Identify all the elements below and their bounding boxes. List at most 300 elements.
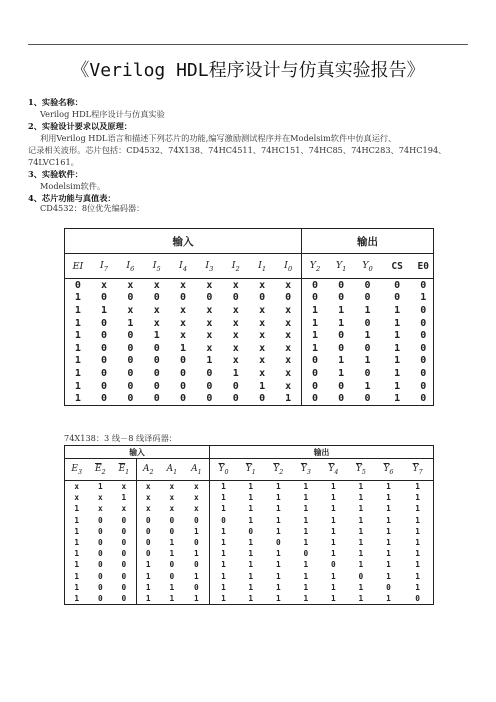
x138-output-header: 输出 [209,446,433,459]
table-row [65,481,434,493]
table-cell: 1 [248,582,254,592]
x138-col-a2: $A_2$ [136,459,160,481]
table-cell: 1 [338,304,345,316]
table-row [65,329,434,342]
table-cell: 1 [74,560,80,570]
table-cell: 1 [209,526,237,537]
table-cell: 1 [331,515,336,525]
table-cell: 1 [74,571,80,581]
table-cell: 0 [121,571,127,581]
x138-col-y7: $\overline{Y}_7$ [402,459,433,481]
table-cell: 1 [74,317,81,329]
table-cell: 1 [386,504,391,514]
table-cell: 1 [74,380,81,392]
table-cell: 0 [420,380,427,392]
table-cell: 1 [209,559,237,570]
table-cell: 1 [358,560,364,570]
table-cell: 0 [381,279,414,292]
table-cell: 0 [420,317,427,329]
table-cell: 1 [194,549,199,559]
table-cell: 0 [331,560,336,570]
x138-col-a1: $A_1$ [160,459,184,481]
table-cell: x [285,355,292,367]
table-cell: 0 [364,317,371,329]
table-cell: 1 [275,582,281,592]
table-cell: 1 [331,482,336,492]
table-cell: x [232,304,239,316]
table-cell: 1 [302,342,328,355]
table-cell: 1 [169,549,175,559]
table-cell: x [259,355,266,367]
section-1-text: Verilog HDL程序设计与仿真实验 [40,109,165,119]
table-cell: x [194,482,199,492]
cd4532-col-i7: $I_7$ [91,254,117,279]
table-cell: 0 [127,380,134,392]
table-row [65,571,434,582]
table-cell: x [259,342,266,354]
table-cell: 0 [153,342,160,354]
table-cell: 0 [180,380,187,392]
table-cell: 0 [414,279,434,292]
table-cell: 1 [415,526,420,536]
table-cell: 0 [97,582,103,592]
table-cell: 1 [275,593,281,603]
table-cell: 1 [331,504,336,514]
table-cell: 0 [127,342,134,354]
table-cell: 1 [386,549,391,559]
table-cell: 0 [101,342,108,354]
table-cell: 0 [302,355,328,368]
table-cell: x [153,317,160,329]
table-cell: 0 [180,292,187,304]
table-cell: 1 [74,304,81,316]
table-cell: x [232,355,239,367]
section-2-line-3: 74LVC161。 [28,157,79,167]
cd4532-col-y1: $Y_1$ [328,254,354,279]
table-cell: 1 [169,582,175,592]
table-cell: x [127,304,134,316]
cd4532-col-i0: $I_0$ [275,254,301,279]
table-cell: 1 [136,593,160,605]
table-cell: x [121,482,127,492]
section-3-text: Modelsim软件。 [40,181,106,191]
table-cell: x [91,279,117,292]
cd4532-col-i3: $I_3$ [196,254,222,279]
table-cell: 1 [358,593,364,603]
table-cell: x [170,279,196,292]
table-cell: 1 [394,330,401,342]
table-cell: 1 [364,355,371,367]
table-cell: 0 [101,393,108,405]
table-cell: 0 [169,515,175,525]
table-cell: 1 [303,482,309,492]
table-cell: 0 [97,515,103,525]
table-cell: 0 [180,367,187,379]
table-cell: 1 [248,493,254,503]
table-cell: x [206,317,213,329]
cd4532-input-header: 输入 [172,235,194,248]
table-cell: 1 [74,593,80,603]
table-cell: 1 [415,515,420,525]
table-cell: 0 [194,582,199,592]
table-row [65,355,434,368]
table-row [65,559,434,570]
cd4532-output-header: 输出 [302,229,434,254]
table-cell: 1 [386,593,391,603]
table-cell: 0 [121,593,127,603]
x138-col-e1: $\overline{E}_1$ [112,459,136,481]
table-cell: 1 [275,504,281,514]
table-cell: 1 [136,582,160,593]
table-cell: 0 [248,526,254,536]
table-row [65,503,434,514]
table-cell: 0 [364,393,371,405]
table-cell: 1 [420,292,427,304]
table-cell: 1 [74,504,80,514]
table-cell: 1 [386,482,391,492]
table-cell: 1 [394,393,401,405]
table-cell: x [194,493,199,503]
table-cell: 0 [153,393,160,405]
x138-col-y1: $\overline{Y}_1$ [237,459,265,481]
x138-col-y5: $\overline{Y}_5$ [347,459,375,481]
x138-col-y0: $\overline{Y}_0$ [209,459,237,481]
x138-col-y3: $\overline{Y}_3$ [292,459,320,481]
table-cell: x [223,279,249,292]
table-cell: 0 [338,393,345,405]
cd4532-column-labels [65,254,434,279]
table-cell: 1 [275,526,281,536]
table-cell: 1 [194,593,199,603]
table-row [65,304,434,317]
table-cell: 1 [331,526,336,536]
table-cell: 0 [101,330,108,342]
table-cell: 1 [415,549,420,559]
table-cell: 1 [169,538,175,548]
section-4-heading: 4、芯片功能与真值表： [28,193,116,203]
table-cell: 1 [127,317,134,329]
x138-column-labels [65,459,434,481]
table-cell: 0 [121,560,127,570]
table-cell: 0 [302,380,328,393]
table-cell: 0 [259,292,266,304]
table-cell: 1 [74,582,80,592]
table-cell: 1 [331,549,336,559]
table-cell: x [285,342,292,354]
table-cell: x [74,482,80,492]
x138-caption: 74X138：3 线－8 线译码器： [64,433,177,443]
table-cell: 1 [74,538,80,548]
table-cell: 1 [394,304,401,316]
table-row [65,548,434,559]
table-cell: 0 [364,292,371,304]
table-cell: 1 [248,549,254,559]
table-cell: 1 [275,560,281,570]
x138-col-y2: $\overline{Y}_2$ [265,459,293,481]
table-cell: 1 [248,571,254,581]
table-cell: x [275,279,301,292]
table-cell: 0 [303,549,309,559]
table-cell: 0 [136,515,160,526]
table-cell: 1 [303,493,309,503]
cd4532-col-ei: EI [65,254,91,279]
table-cell: 1 [248,560,254,570]
table-cell: 1 [302,304,328,317]
table-cell: 0 [420,393,427,405]
table-cell: 1 [415,571,420,581]
table-cell: x [121,504,127,514]
cd4532-col-i2: $I_2$ [223,254,249,279]
table-row [65,342,434,355]
table-cell: x [285,380,292,392]
table-cell: 0 [127,393,134,405]
x138-col-e3: $E_3$ [65,459,89,481]
table-cell: x [194,504,199,514]
table-cell: x [180,304,187,316]
section-1-heading: 1、实验名称： [28,97,83,107]
table-cell: 1 [194,571,199,581]
table-cell: 1 [415,482,420,492]
table-cell: x [136,492,160,503]
table-cell: 1 [302,329,328,342]
table-cell: 1 [248,482,254,492]
table-cell: 1 [209,571,237,582]
table-cell: x [180,317,187,329]
table-cell: 0 [302,279,328,292]
table-cell: x [136,481,160,493]
table-cell: 0 [169,571,175,581]
table-cell: 0 [169,560,175,570]
table-cell: 1 [74,342,81,354]
table-cell: 1 [248,504,254,514]
table-cell: x [74,493,80,503]
table-cell: 1 [394,355,401,367]
table-cell: 1 [97,482,103,492]
table-cell: 1 [180,342,187,354]
table-cell: x [206,330,213,342]
table-cell: 1 [358,504,364,514]
table-cell: 0 [153,292,160,304]
table-cell: 1 [209,548,237,559]
table-cell: 1 [358,515,364,525]
table-cell: 1 [209,537,237,548]
table-cell: 1 [275,549,281,559]
table-cell: 0 [232,292,239,304]
table-cell: x [206,304,213,316]
table-cell: 1 [285,393,292,405]
x138-col-y4: $\overline{Y}_4$ [320,459,348,481]
x138-col-a1: $A_1$ [184,459,210,481]
table-cell: 1 [169,593,175,603]
table-cell: 1 [364,330,371,342]
table-cell: 1 [358,582,364,592]
table-cell: 0 [302,392,328,405]
table-cell: 1 [338,355,345,367]
table-cell: 1 [74,330,81,342]
table-cell: 1 [386,538,391,548]
table-cell: 0 [420,304,427,316]
table-row [65,292,434,305]
table-cell: 0 [101,355,108,367]
table-cell: 0 [358,571,364,581]
table-cell: 0 [97,560,103,570]
table-row [65,367,434,380]
table-cell: x [285,330,292,342]
table-cell: 1 [386,571,391,581]
table-cell: 0 [209,515,237,526]
table-cell: 0 [65,279,91,292]
table-cell: 0 [420,330,427,342]
table-cell: x [259,330,266,342]
table-cell: 1 [386,560,391,570]
table-cell: 1 [331,582,336,592]
table-cell: 1 [209,503,237,514]
cd4532-col-i4: $I_4$ [170,254,196,279]
table-cell: 0 [415,593,420,603]
table-cell: 1 [194,526,199,536]
table-cell: 0 [206,393,213,405]
table-cell: x [232,317,239,329]
table-cell: 1 [364,380,371,392]
table-cell: 1 [331,538,336,548]
table-cell: 1 [303,515,309,525]
table-cell: 0 [127,330,134,342]
table-cell: 0 [127,355,134,367]
table-cell: 1 [303,560,309,570]
table-cell: 0 [420,342,427,354]
table-cell: 1 [206,355,213,367]
table-row [65,582,434,593]
table-cell: 0 [153,367,160,379]
table-cell: 1 [275,482,281,492]
x138-truth-table [64,445,434,605]
table-cell: x [259,304,266,316]
section-2-heading: 2、实验设计要求以及原理： [28,121,132,131]
table-cell: 1 [136,559,160,570]
table-cell: 0 [338,292,345,304]
table-cell: x [144,279,170,292]
table-cell: 1 [74,292,81,304]
table-cell: 0 [97,526,103,536]
table-cell: x [259,317,266,329]
table-cell: 1 [74,549,80,559]
table-cell: 0 [232,380,239,392]
table-cell: 1 [74,515,80,525]
table-cell: x [232,330,239,342]
table-cell: 1 [415,493,420,503]
table-cell: 1 [275,493,281,503]
table-cell: 0 [101,380,108,392]
section-2-line-1: 利用Verilog HDL语言和描述下列芯片的功能,编写激励测试程序并在Modelsim软件中仿真运行、 [40,133,397,143]
table-cell: 0 [101,292,108,304]
table-cell: 0 [121,515,127,525]
table-cell: 0 [101,317,108,329]
table-cell: 1 [338,317,345,329]
cd4532-col-e0: E0 [414,254,434,279]
table-cell: x [285,367,292,379]
table-cell: x [259,367,266,379]
table-cell: 0 [259,393,266,405]
table-cell: 1 [74,367,81,379]
table-cell: 1 [248,515,254,525]
table-cell: x [206,342,213,354]
table-cell: 1 [74,355,81,367]
cd4532-caption: CD4532：8位优先编码器： [40,203,145,213]
table-cell: 1 [386,515,391,525]
table-cell: 0 [338,342,345,354]
table-cell: 1 [358,538,364,548]
table-cell: 0 [153,355,160,367]
table-cell: 0 [420,355,427,367]
table-cell: 1 [358,526,364,536]
table-cell: 0 [386,582,391,592]
table-cell: 1 [121,493,127,503]
table-cell: 1 [303,593,309,603]
table-cell: x [169,493,175,503]
table-cell: 0 [136,537,160,548]
table-row [65,515,434,526]
table-cell: 0 [328,279,354,292]
table-cell: 0 [420,367,427,379]
table-cell: 1 [331,593,336,603]
table-cell: 0 [97,593,103,603]
table-cell: x [180,330,187,342]
table-cell: x [169,482,175,492]
table-cell: 0 [194,560,199,570]
table-cell: 1 [209,481,237,493]
table-cell: 1 [209,492,237,503]
table-cell: 0 [121,582,127,592]
table-cell: 1 [303,582,309,592]
table-cell: 0 [206,380,213,392]
table-cell: 0 [302,292,328,305]
table-row [65,317,434,330]
table-cell: 1 [415,504,420,514]
table-cell: 1 [386,493,391,503]
table-cell: x [285,317,292,329]
table-row [65,392,434,405]
table-cell: 1 [386,526,391,536]
table-row [65,380,434,393]
table-cell: 1 [153,330,160,342]
table-cell: 1 [232,367,239,379]
table-cell: 1 [259,380,266,392]
table-cell: 0 [232,393,239,405]
table-cell: 1 [303,504,309,514]
table-cell: x [97,493,103,503]
table-cell: 1 [415,538,420,548]
table-cell: 0 [127,292,134,304]
table-cell: 1 [209,593,237,605]
table-cell: 1 [358,549,364,559]
table-cell: 1 [248,593,254,603]
x138-col-y6: $\overline{Y}_6$ [375,459,403,481]
table-cell: 0 [338,380,345,392]
table-cell: 1 [338,367,345,379]
table-cell: 0 [121,549,127,559]
table-cell: x [196,279,222,292]
table-cell: 1 [303,571,309,581]
table-cell: 0 [121,538,127,548]
table-cell: 1 [394,367,401,379]
table-cell: 1 [209,582,237,593]
table-cell: x [136,503,160,514]
table-row [65,526,434,537]
section-2-line-2: 记录相关波形。芯片包括：CD4532、74X138、74HC4511、74HC151、74HC85、74HC283、74HC194、 [28,145,447,155]
table-cell: 1 [275,515,281,525]
cd4532-col-i5: $I_5$ [144,254,170,279]
table-cell: x [153,304,160,316]
